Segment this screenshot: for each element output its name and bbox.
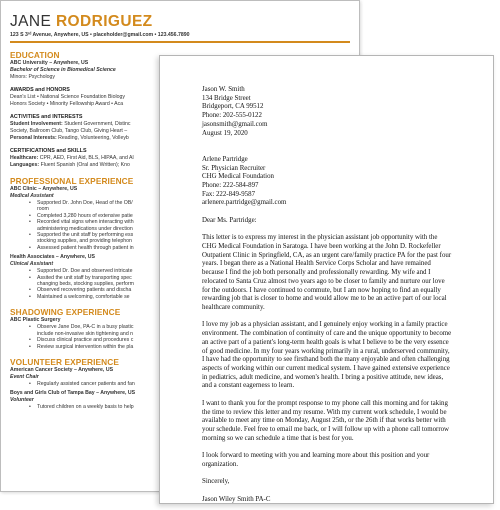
bullet-item: • Assited the unit staff by transporting spec bbox=[10, 275, 359, 281]
address-line: Phone: 202-555-0122 bbox=[202, 112, 262, 120]
paragraph-line: and a constant eagerness to learn. bbox=[202, 382, 295, 390]
cover-letter-page bbox=[159, 55, 494, 504]
bullet-item: • Discuss clinical practice and procedures c bbox=[10, 337, 359, 343]
paragraph-line: relocated to Santa Cruz almost two years ago to be closer to family and nurture our love bbox=[202, 277, 445, 285]
closing: Sincerely, bbox=[202, 478, 230, 486]
letter-paragraph bbox=[202, 234, 473, 312]
bullet-item: • Completed 3,280 hours of extensive patie bbox=[10, 213, 359, 219]
paragraph-line: I love my job as a physician assistant, and I genuinely enjoy working in a family practice bbox=[202, 321, 448, 329]
volunteer-heading: VOLUNTEER EXPERIENCE bbox=[10, 356, 119, 367]
volunteer-org: Boys and Girls Club of Tampa Bay – Anywhere, US bbox=[10, 390, 136, 397]
bullet-item: • Observe Jane Doe, PA-C in a busy plastic bbox=[10, 324, 359, 330]
volunteer-org: American Cancer Society – Anywhere, US bbox=[10, 366, 114, 373]
job-org: Health Associates – Anywhere, US bbox=[10, 254, 95, 261]
recipient-address bbox=[202, 156, 473, 208]
paragraph-line: your schedule. Feel free to email me back, or I will follow up with a phone call tomorrow bbox=[202, 425, 450, 433]
paragraph-line: organization. bbox=[202, 460, 239, 468]
education-minors: Minors: Psychology bbox=[10, 74, 55, 80]
sender-address bbox=[202, 86, 473, 138]
bullet-item: • Supported the unit staff by performing ess bbox=[10, 232, 359, 238]
paragraph-line: aspects of working within our current medical system. I have gained extensive experience bbox=[202, 364, 450, 372]
awards-line: Honors Society • Minority Fellowship Award • Aca bbox=[10, 101, 124, 107]
letter-paragraph bbox=[202, 321, 473, 391]
bullet-item: • Supported Dr. John Doe, Head of the OB/ bbox=[10, 200, 359, 206]
bullet-item: room bbox=[37, 206, 49, 213]
signature: Jason Wiley Smith PA-C bbox=[202, 495, 271, 503]
bullet-item: • Review surgical intervention within the pla bbox=[10, 344, 359, 350]
paragraph-line: the time to review this letter and my resume. With my current work schedule, I would be bbox=[202, 408, 447, 416]
paragraph-line: morning so we can schedule a time that is best for you. bbox=[202, 434, 354, 442]
bullet-item: • Assessed patient health through patient in bbox=[10, 245, 359, 251]
address-line: Sr. Physician Recruiter bbox=[202, 164, 266, 172]
letter-paragraph bbox=[202, 452, 473, 469]
resume-first-name: JANE bbox=[10, 13, 52, 30]
certs-heading: CERTIFICATIONS and SKILLS bbox=[10, 148, 87, 154]
bullet-item: • Observed recovering patients and discha bbox=[10, 287, 359, 293]
paragraph-line: because I find the job both personally and professionally rewarding. My wife and I bbox=[202, 269, 431, 277]
salutation: Dear Ms. Partridge: bbox=[202, 216, 257, 224]
paragraph-line: rewarding job that is closer to home and would allow me to be an active part of our local bbox=[202, 295, 447, 303]
bullet-item: include non-invasive skin tightening and n bbox=[37, 330, 134, 337]
address-line: August 19, 2020 bbox=[202, 129, 248, 137]
awards-heading: AWARDS and HONORS bbox=[10, 87, 70, 93]
letter-paragraph bbox=[202, 400, 473, 444]
bullet-item: administering medications under direction bbox=[37, 225, 133, 232]
address-line: Fax: 222-849-9587 bbox=[202, 190, 256, 198]
volunteer-title: Volunteer bbox=[10, 397, 34, 404]
activities-line: Society, Ballroom Club, Tango Club, Giving Heart – bbox=[10, 128, 128, 134]
bullet-item: • Recorded vital signs when interacting with bbox=[10, 219, 359, 225]
bullet-item: • Tutored children on a weekly basis to help bbox=[10, 404, 359, 410]
paragraph-line: This letter is to express my interest in the physician assistant job opportunity with the bbox=[202, 234, 438, 242]
awards-line: Dean's List • National Science Foundation Biology bbox=[10, 94, 125, 100]
paragraph-line: CHG Medical Foundation in Saratoga. I have been working at the John D. Rockefeller bbox=[202, 243, 441, 251]
activities-heading: ACTIVITIES and INTERESTS bbox=[10, 114, 83, 120]
education-school: ABC University – Anywhere, US bbox=[10, 60, 89, 66]
address-line: jasonsmith@gmail.com bbox=[202, 120, 268, 128]
bullet-item: • Supported Dr. Doe and observed intricate bbox=[10, 268, 359, 274]
letter-body bbox=[202, 234, 473, 478]
shadowing-heading: SHADOWING EXPERIENCE bbox=[10, 307, 121, 318]
resume-last-name: RODRIGUEZ bbox=[55, 13, 153, 30]
bullet-item: • Regularly assisted cancer patients and fan bbox=[10, 381, 359, 387]
paragraph-line: I look forward to meeting with you and learning more about this position and your bbox=[202, 452, 430, 460]
paragraph-line: available to meet any time on Monday, August 25th, or the 26th if that works better with bbox=[202, 417, 446, 425]
paragraph-line: I want to thank you for the prompt response to my phone call this morning and for taking bbox=[202, 399, 448, 407]
paragraph-line: an active part of a patient's long-term health goals is what I believe to be the very essence bbox=[202, 338, 449, 346]
professional-heading: PROFESSIONAL EXPERIENCE bbox=[10, 176, 134, 186]
address-line: arlenere.partridge@gmail.com bbox=[202, 199, 287, 207]
paragraph-line: I have had the opportunity to see firsthand both the many enjoyable and often challenging bbox=[202, 356, 450, 364]
paragraph-line: environment. The combination of continuity of care and the unique opportunity to become bbox=[202, 330, 452, 338]
address-line: 134 Bridge Street bbox=[202, 94, 251, 102]
address-line: CHG Medical Foundation bbox=[202, 173, 274, 181]
certs-line: Languages: Fluent Spanish (Oral and Written); Kno bbox=[10, 162, 130, 168]
volunteer-title: Event Chair bbox=[10, 373, 39, 380]
resume-name bbox=[10, 13, 359, 30]
paragraph-line: of good medicine. In my four years working primarily in a rural, underserved community, bbox=[202, 347, 450, 355]
shadowing-org: ABC Plastic Surgery bbox=[10, 317, 61, 324]
resume-contact: 123 S 3ʳᵈ Avenue, Anywhere, US • placeholder@gmail.com • 123.456.7890 bbox=[10, 32, 190, 38]
certs-line: Healthcare: CPR, AED, First Aid, BLS, HIPAA, and Al bbox=[10, 155, 134, 161]
paragraph-line: in pediatrics, adult medicine, and women's health. I bring a positive attitude, new ideas, bbox=[202, 373, 444, 381]
paragraph-line: years. I began there as a National Health Service Corps Scholar and have remained bbox=[202, 260, 431, 268]
bullet-item: changing beds, stocking supplies, perform bbox=[37, 281, 134, 288]
paragraph-line: healthcare community. bbox=[202, 303, 265, 311]
address-line: Phone: 222-584-897 bbox=[202, 181, 259, 189]
resume-divider bbox=[10, 41, 350, 43]
education-degree: Bachelor of Science in Biomedical Science bbox=[10, 67, 116, 73]
bullet-item: • Maintained a welcoming, comfortable se bbox=[10, 294, 359, 300]
bullet-item: stocking supplies, and providing telephon bbox=[37, 238, 132, 245]
paragraph-line: Outpatient Clinic in Springfield, CA, as an urgent care/family practice PA for the past four bbox=[202, 251, 452, 259]
activities-line: Personal Interests: Reading, Volunteering, Volleyb bbox=[10, 135, 129, 141]
education-heading: EDUCATION bbox=[10, 50, 60, 60]
job-title: Clinical Assistant bbox=[10, 261, 54, 268]
paragraph-line: for the outdoors. I have continued to commute, but I am now hoping to find an equally bbox=[202, 286, 441, 294]
address-line: Jason W. Smith bbox=[202, 86, 245, 93]
activities-line: Student Involvement: Student Government, Distinc bbox=[10, 121, 131, 127]
address-line: Bridgeport, CA 99512 bbox=[202, 103, 264, 111]
job-org: ABC Clinic – Anywhere, US bbox=[10, 186, 78, 192]
address-line: Arlene Partridge bbox=[202, 155, 248, 163]
job-title: Medical Assistant bbox=[10, 193, 54, 199]
